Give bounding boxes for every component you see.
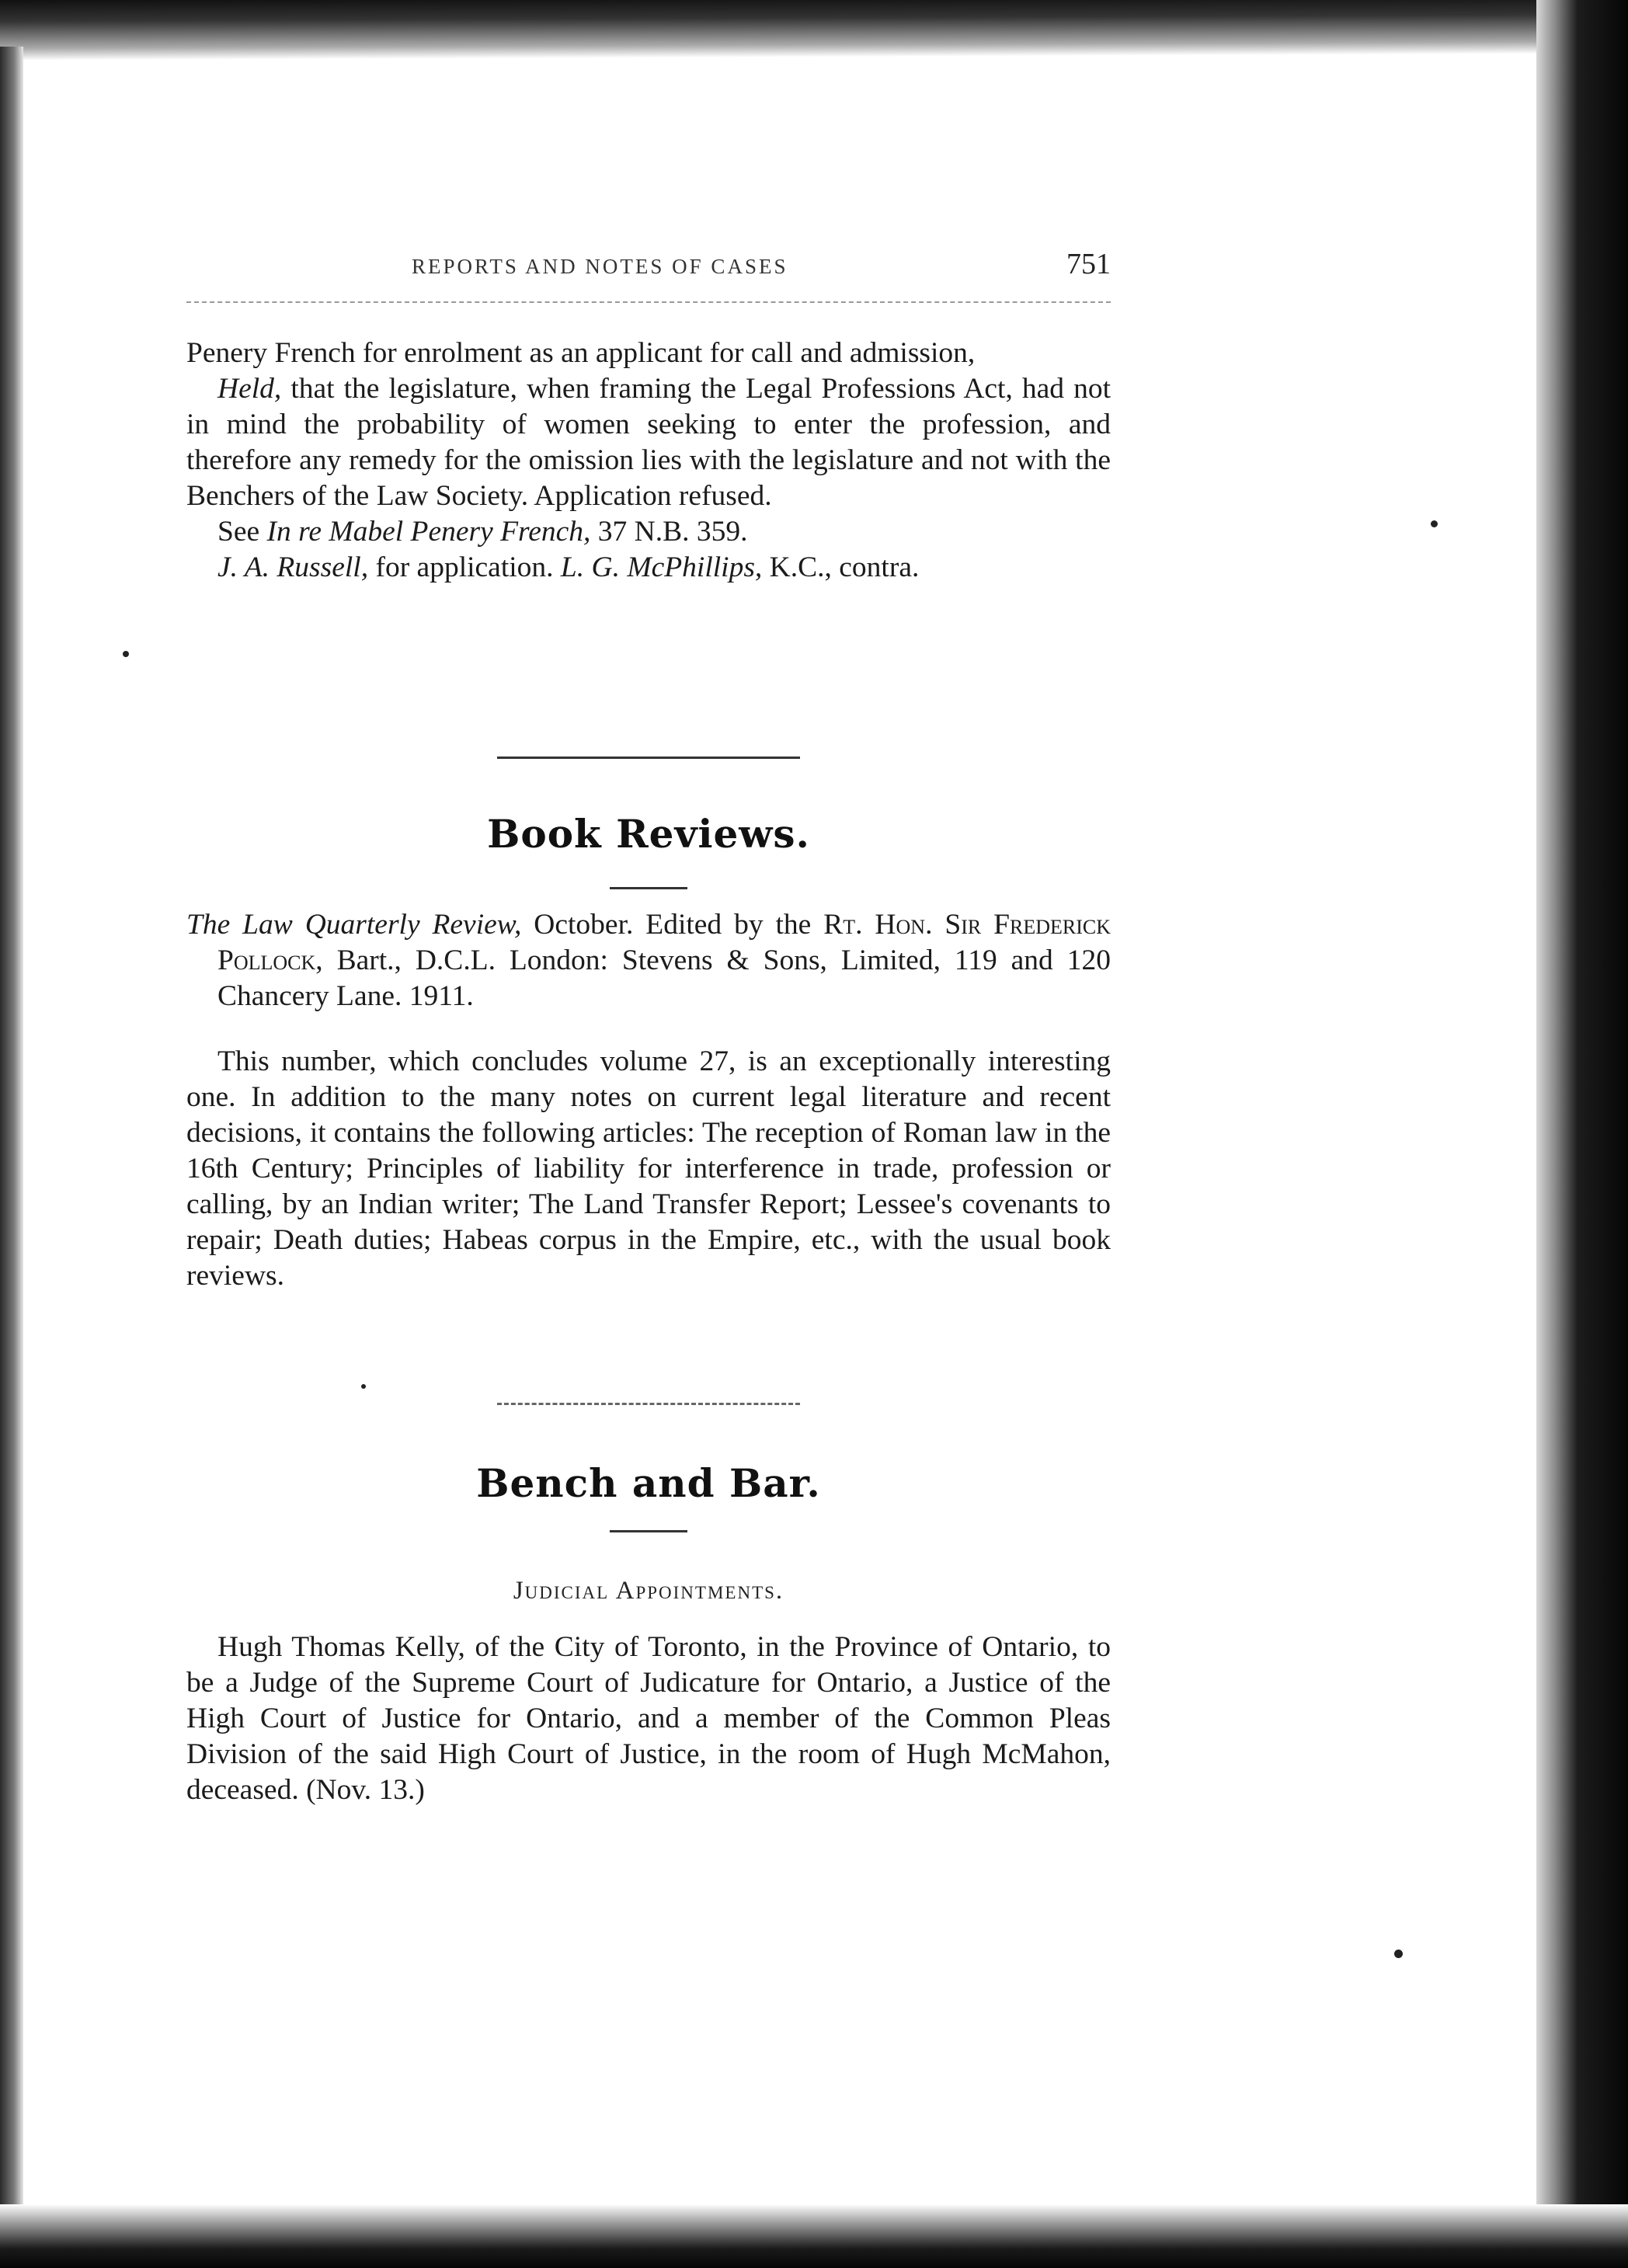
section-divider bbox=[497, 757, 800, 759]
see-reference: 37 N.B. 359. bbox=[590, 516, 748, 548]
bib-text-one: October. Edited by the bbox=[521, 909, 824, 941]
case-held bbox=[186, 371, 1111, 514]
see-prefix: See bbox=[217, 516, 267, 548]
see-citation: In re Mabel Penery French, bbox=[266, 516, 591, 548]
scan-speck bbox=[1394, 1950, 1403, 1958]
running-head-title: REPORTS AND NOTES OF CASES bbox=[412, 255, 788, 278]
counsel-two-role: K.C., contra. bbox=[762, 551, 920, 583]
heading-underline bbox=[610, 887, 687, 889]
review-paragraph: This number, which concludes volume 27, is an exceptionally interesting one. In addition to the many notes on current legal literature and recent decisions, it contains the following articles: The reception of Roman law in the 16th Century; Principles of liability for interference in trade, profession or calling, by an Indian writer; The Land Transfer Report; Lessee's covenants to repair; Death duties; Habeas corpus in the Empire, etc., with the usual book reviews. bbox=[186, 1045, 1111, 1292]
appointment-notice bbox=[186, 1630, 1111, 1808]
running-head bbox=[186, 247, 1111, 294]
counsel-one: J. A. Russell, bbox=[217, 551, 369, 583]
scan-speck bbox=[123, 651, 129, 657]
bench-and-bar-heading: Bench and Bar. bbox=[476, 1460, 821, 1506]
header-rule bbox=[186, 301, 1111, 303]
bib-text-two: Bart., D.C.L. London: Stevens & Sons, Limited, 119 and 120 Chancery Lane. 1911. bbox=[217, 944, 1111, 1012]
judicial-appointments-subheading: Judicial Appointments. bbox=[513, 1577, 784, 1605]
heading-underline bbox=[610, 1530, 687, 1532]
bib-editor: Rt. Hon. Sir Frederick Pollock, bbox=[217, 909, 1111, 976]
scan-speck bbox=[361, 1384, 366, 1389]
case-see-also bbox=[186, 514, 1111, 550]
section-divider bbox=[497, 1403, 800, 1405]
page-content bbox=[186, 247, 1111, 1806]
book-review-body bbox=[186, 1044, 1111, 1294]
book-review-citation bbox=[186, 907, 1111, 1014]
scan-edge-top bbox=[0, 0, 1553, 61]
counsel-two: L. G. McPhillips, bbox=[560, 551, 763, 583]
case-continuation bbox=[186, 336, 1111, 586]
appointment-paragraph: Hugh Thomas Kelly, of the City of Toronto, in the Province of Ontario, to be a Judge of the Supreme Court of Judicature for Ontario, a Justice of the High Court of Justice for Ontario, and a member of the Common Pleas Division of the said High Court of Justice, in the room of Hugh McMahon, deceased. (Nov. 13.) bbox=[186, 1631, 1111, 1806]
scan-edge-left bbox=[0, 47, 23, 2268]
bib-title: The Law Quarterly Review, bbox=[186, 909, 522, 941]
bib-entry bbox=[186, 907, 1111, 1014]
held-text: that the legislature, when framing the Legal Professions Act, had not in mind the probability of women seeking to enter the profession, and therefore any remedy for the omission lies with the legislature and not with the Benchers of the Law Society. Application refused. bbox=[186, 373, 1111, 512]
case-opening bbox=[186, 336, 1111, 371]
scan-speck bbox=[1431, 520, 1438, 527]
case-opening-text: Penery French for enrolment as an applicant for call and admission, bbox=[186, 337, 976, 369]
page-number: 751 bbox=[1066, 248, 1111, 280]
counsel-one-role: for application. bbox=[368, 551, 561, 583]
held-label: Held, bbox=[217, 373, 282, 405]
scan-edge-right bbox=[1536, 0, 1628, 2268]
case-counsel bbox=[186, 550, 1111, 586]
book-reviews-heading: Book Reviews. bbox=[487, 811, 810, 857]
scan-edge-bottom bbox=[0, 2204, 1628, 2268]
